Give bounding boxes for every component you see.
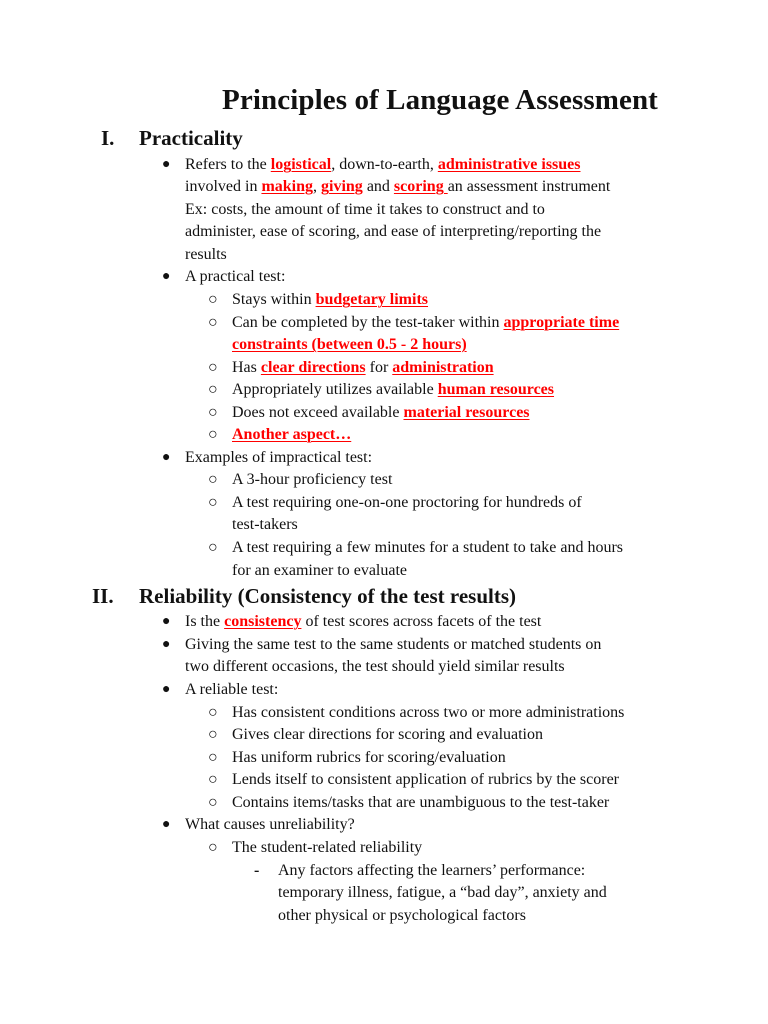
highlight-term: logistical	[270, 156, 332, 173]
sub-list-item-continuation: test-takers	[232, 516, 298, 533]
nested-list-item-continuation: other physical or psychological factors	[278, 907, 526, 924]
highlight-term: consistency	[224, 613, 302, 630]
highlight-term: human resources	[437, 381, 555, 398]
bullet: ●	[162, 817, 171, 832]
sub-bullet: ○	[208, 494, 218, 511]
dash-bullet: -	[254, 862, 260, 879]
list-item-continuation: Ex: costs, the amount of time it takes to construct and to	[185, 201, 545, 218]
sub-bullet: ○	[208, 794, 218, 811]
section-title: Reliability (Consistency of the test results)	[139, 584, 516, 608]
highlight-term: clear directions	[260, 359, 366, 376]
highlight-term: constraints (between 0.5 - 2 hours)	[232, 336, 467, 353]
bullet: ●	[162, 614, 171, 629]
highlight-term: administration	[392, 359, 494, 376]
list-item: Examples of impractical test:	[185, 449, 373, 466]
sub-bullet: ○	[208, 539, 218, 556]
sub-list-item	[232, 424, 351, 447]
section-number: I.	[101, 126, 115, 150]
nested-list-item-continuation: temporary illness, fatigue, a “bad day”, anxiety and	[278, 884, 607, 901]
highlight-term: budgetary limits	[315, 291, 429, 308]
sub-list-item-continuation: for an examiner to evaluate	[232, 562, 408, 579]
sub-list-item: Has uniform rubrics for scoring/evaluation	[232, 749, 506, 766]
sub-bullet: ○	[208, 381, 218, 398]
nested-list-item: Any factors affecting the learners’ performance:	[278, 862, 586, 879]
sub-bullet: ○	[208, 426, 218, 443]
list-item: What causes unreliability?	[185, 816, 355, 833]
list-item-continuation: results	[185, 246, 227, 263]
bullet: ●	[162, 682, 171, 697]
highlight-term: material resources	[403, 404, 530, 421]
list-item-continuation: involved in making, giving and scoring an assessment instrument	[185, 178, 611, 195]
bullet: ●	[162, 157, 171, 172]
page-title: Principles of Language Assessment	[222, 84, 658, 116]
sub-list-item: A 3-hour proficiency test	[232, 471, 393, 488]
sub-bullet: ○	[208, 704, 218, 721]
section-number: II.	[92, 584, 114, 608]
sub-list-item: Contains items/tasks that are unambiguous to the test-taker	[232, 794, 610, 811]
list-item: A practical test:	[185, 268, 286, 285]
sub-bullet: ○	[208, 404, 218, 421]
sub-bullet: ○	[208, 471, 218, 488]
highlight-term: Another aspect…	[232, 426, 352, 443]
list-item-continuation: two different occasions, the test should yield similar results	[185, 658, 565, 675]
sub-list-item: Has clear directions for administration	[232, 359, 494, 376]
sub-list-item: Lends itself to consistent application of rubrics by the scorer	[232, 771, 620, 788]
sub-bullet: ○	[208, 771, 218, 788]
sub-bullet: ○	[208, 291, 218, 308]
sub-list-item: Gives clear directions for scoring and evaluation	[232, 726, 543, 743]
sub-bullet: ○	[208, 726, 218, 743]
list-item: A reliable test:	[185, 681, 279, 698]
sub-list-item: The student-related reliability	[232, 839, 423, 856]
sub-list-item: Stays within budgetary limits	[232, 291, 429, 308]
sub-list-item: Does not exceed available material resources	[232, 404, 530, 421]
highlight-term: administrative issues	[437, 156, 581, 173]
sub-bullet: ○	[208, 314, 218, 331]
sub-list-item-continuation	[232, 334, 467, 357]
list-item: Giving the same test to the same students or matched students on	[185, 636, 602, 653]
sub-bullet: ○	[208, 359, 218, 376]
sub-list-item: Can be completed by the test-taker within appropriate time	[232, 314, 620, 331]
bullet: ●	[162, 269, 171, 284]
highlight-term: making	[261, 178, 314, 195]
highlight-term: giving	[321, 178, 363, 195]
list-item: Is the consistency of test scores across facets of the test	[185, 613, 542, 630]
sub-bullet: ○	[208, 749, 218, 766]
bullet: ●	[162, 450, 171, 465]
list-item: Refers to the logistical, down-to-earth, administrative issues	[185, 156, 581, 173]
sub-bullet: ○	[208, 839, 218, 856]
list-item-continuation: administer, ease of scoring, and ease of interpreting/reporting the	[185, 223, 602, 240]
sub-list-item: A test requiring a few minutes for a student to take and hours	[232, 539, 624, 556]
highlight-term: appropriate time	[503, 314, 620, 331]
sub-list-item: Has consistent conditions across two or more administrations	[232, 704, 625, 721]
section-title: Practicality	[139, 126, 243, 150]
sub-list-item: Appropriately utilizes available human resources	[232, 381, 555, 398]
sub-list-item: A test requiring one-on-one proctoring for hundreds of	[232, 494, 582, 511]
bullet: ●	[162, 637, 171, 652]
highlight-term: scoring	[393, 178, 448, 195]
